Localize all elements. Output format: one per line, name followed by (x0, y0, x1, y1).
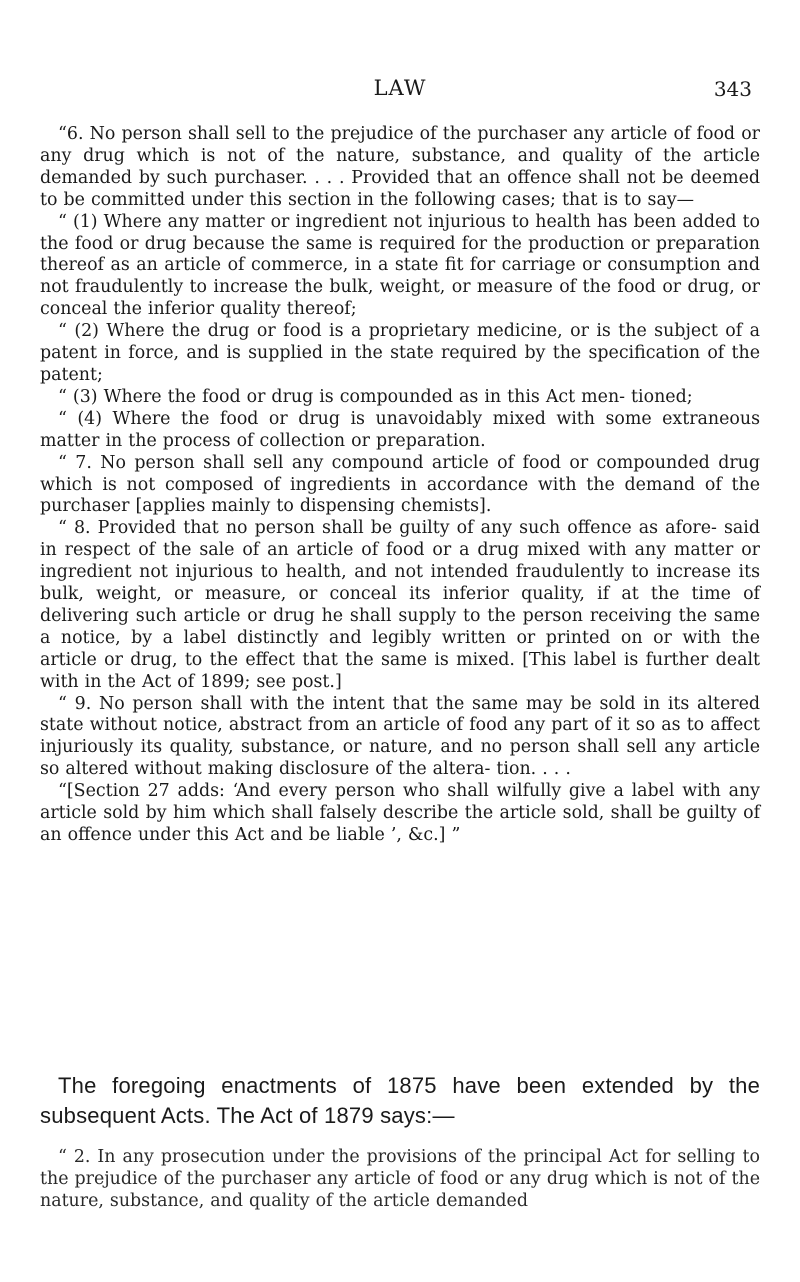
proviso-2-paragraph: “ (2) Where the drug or food is a proprietary medicine, or is the subject of a patent in force, and is supplied in the state required by the specification of the patent; (40, 321, 760, 385)
proviso-4-paragraph: “ (4) Where the food or drug is unavoidably mixed with some extraneous matter in the process of collection or preparation. (40, 408, 760, 451)
act-1879-section-2-paragraph: “ 2. In any prosecution under the provisions of the principal Act for selling to the prejudice of the purchaser any article of food or any drug which is not of the nature, substance, and quality of the article demanded (40, 1147, 760, 1211)
quoted-statute-1879 (40, 1147, 760, 1213)
section-7-paragraph: “ 7. No person shall sell any compound article of food or compounded drug which is not composed of ingredients in accordance with the demand of the purchaser [applies mainly to dispensing chemists]. (40, 452, 760, 517)
quoted-statute-block (40, 124, 760, 847)
page-header (0, 76, 800, 106)
body-paragraph: The foregoing enactments of 1875 have been extended by the subsequent Acts. The Act of 1879 says:— (40, 1073, 760, 1128)
page-number: 343 (713, 77, 752, 101)
section-27-paragraph: “[Section 27 adds: ‘And every person who shall wilfully give a label with any article sold by him which shall falsely describe the article sold, shall be guilty of an offence under this Act and be liable ’, &c.] ” (40, 781, 760, 845)
section-9-paragraph: “ 9. No person shall with the intent that the same may be sold in its altered state without notice, abstract from an article of food any part of it so as to affect injuriously its quality, substance, or nature, and no person shall sell any article so altered without making disclosure of the altera- tion. . . . (40, 693, 760, 780)
proviso-1-paragraph: “ (1) Where any matter or ingredient not injurious to health has been added to the food or drug because the same is required for the production or preparation thereof as an article of commerce, in a state fit for carriage or consumption and not fraudulently to increase the bulk, weight, or measure of the food or drug, or conceal the inferior quality thereof; (40, 211, 760, 320)
section-8-paragraph: “ 8. Provided that no person shall be guilty of any such offence as afore- said in respect of the sale of an article of food or a drug mixed with any matter or ingredient not injurious to health, and not intended fraudulently to increase its bulk, weight, or measure, or conceal its inferior quality, if at the time of delivering such article or drug he shall supply to the person receiving the same a notice, by a label distinctly and legibly written or printed on or with the article or drug, to the effect that the same is mixed. [This label is further dealt with in the Act of 1899; see post.] (40, 518, 760, 692)
proviso-3-paragraph: “ (3) Where the food or drug is compounded as in this Act men- tioned; (58, 386, 693, 407)
running-title: LAW (373, 76, 427, 100)
section-6-paragraph: “6. No person shall sell to the prejudice of the purchaser any article of food or any drug which is not of the nature, substance, and quality of the article demanded by such purchaser. . . . Provided that an offence shall not be deemed to be committed under this section in the following cases; that is to say— (40, 124, 760, 210)
